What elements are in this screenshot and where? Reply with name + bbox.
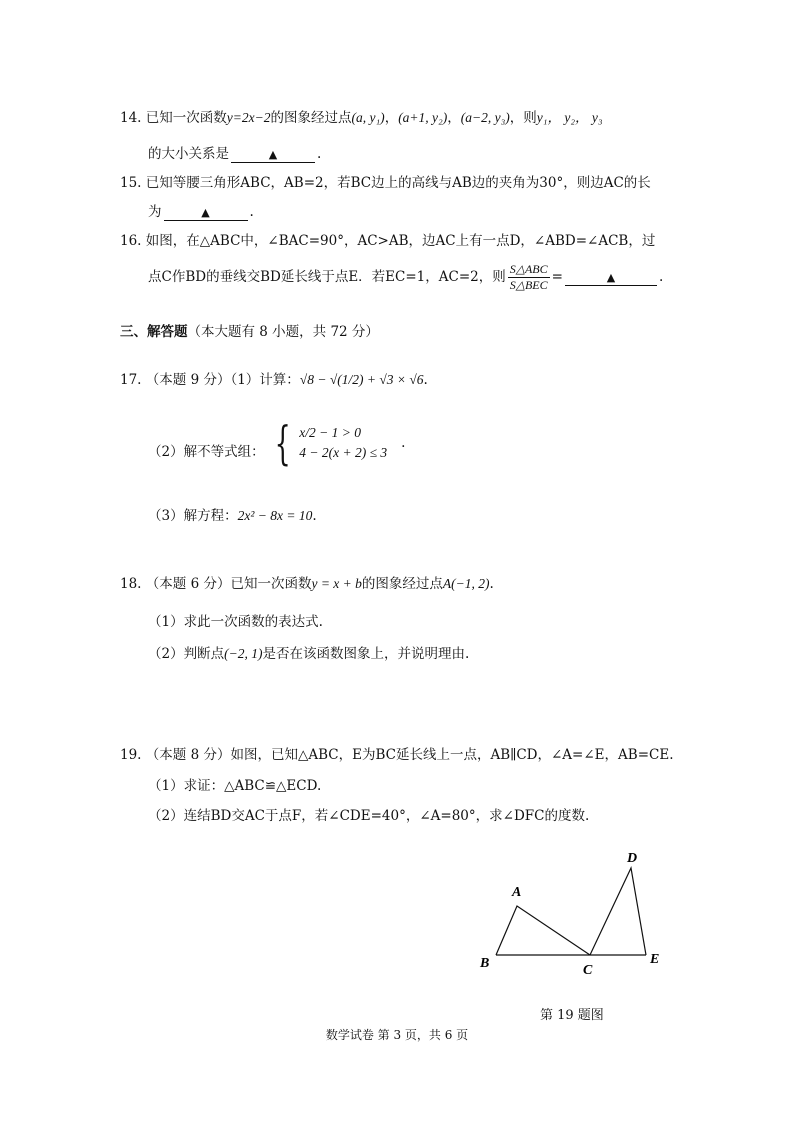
q18-point: A(−1, 2) xyxy=(442,576,490,591)
q16-marker: ▲ xyxy=(606,271,616,284)
q17-p3-end: . xyxy=(312,508,317,524)
q16-eq: = xyxy=(551,269,563,285)
figure-caption: 第 19 题图 xyxy=(540,1008,604,1023)
q17-score: （本题 9 分） xyxy=(145,372,231,388)
page-footer: 数学试卷 第 3 页，共 6 页 xyxy=(325,1028,469,1042)
section-heading xyxy=(120,322,379,342)
q16-line1 xyxy=(120,231,655,251)
q17-ineq-1: x/2 − 1 > 0 xyxy=(299,425,361,440)
q15-line2 xyxy=(148,202,254,222)
q14-point-3: (a−2, y₃) xyxy=(460,110,510,125)
q19-number: 19. xyxy=(120,747,142,763)
q18-p1-line xyxy=(148,612,323,632)
q19-p2: （2）连结BD交AC于点F，若∠CDE=40°，∠A=80°，求∠DFC的度数. xyxy=(148,808,590,824)
triangle-abc xyxy=(496,906,590,955)
q16-end: . xyxy=(658,269,664,285)
q17-p1-expr: √8 − √(1/2) + √3 × √6 xyxy=(299,372,424,387)
q17-number: 17. xyxy=(120,372,142,388)
q16-text: 如图，在△ABC中，∠BAC=90°，AC>AB，边AC上有一点D，∠ABD=∠ACB，过 xyxy=(145,233,656,249)
q17-p2-end: . xyxy=(401,435,406,451)
q17-p2-label-line xyxy=(148,442,265,462)
q18-score: （本题 6 分） xyxy=(145,576,231,592)
q14-text-a: 已知一次函数 xyxy=(145,110,227,126)
q15-marker: ▲ xyxy=(201,206,210,219)
q14-point-2: (a+1, y₂) xyxy=(398,110,448,125)
q14-point-1: (a, y₁) xyxy=(351,110,385,125)
q14-function: y=2x−2 xyxy=(226,110,271,125)
label-d: D xyxy=(627,851,638,866)
q14-text-b: 的图象经过点 xyxy=(270,110,352,126)
q14-line1: 14. 已知一次函数y=2x−2的图象经过点(a, y₁)，(a+1, y₂)，(a−2, y₃)，则y₁， y₂， y₃ xyxy=(120,110,603,126)
q17-p2-label: （2）解不等式组： xyxy=(148,444,265,460)
q17-p3-label: （3）解方程： xyxy=(148,508,238,524)
q17-ineq-2: 4 − 2(x + 2) ≤ 3 xyxy=(299,445,388,460)
label-b: B xyxy=(480,956,490,971)
q18-function: y = x + b xyxy=(311,576,362,591)
q16-number: 16. xyxy=(120,233,142,249)
section-note: （本大题有 8 小题，共 72 分） xyxy=(187,324,379,340)
q14-text-c: ，则 xyxy=(509,110,537,126)
q18-text: 已知一次函数 xyxy=(230,576,312,592)
q15-line2-text: 为 xyxy=(148,204,162,220)
label-a: A xyxy=(512,885,522,900)
q19-p1-line xyxy=(148,776,321,796)
q15-text: 已知等腰三角形ABC，AB=2，若BC边上的高线与AB边的夹角为30°，则边AC的长 xyxy=(145,175,651,191)
q14-number: 14. xyxy=(120,110,142,126)
q17-p1-label: （1）计算： xyxy=(230,372,300,388)
q16-frac-den: S△BEC xyxy=(509,278,548,292)
q15-end: . xyxy=(249,204,254,220)
q14-marker: ▲ xyxy=(268,148,278,161)
q15-number: 15. xyxy=(120,175,142,191)
q18-end: . xyxy=(489,576,494,592)
q17-line1 xyxy=(120,370,428,390)
q18-p2-point: (−2, 1) xyxy=(224,646,263,661)
q18-line1 xyxy=(120,574,494,594)
q19-score: （本题 8 分） xyxy=(145,747,231,763)
q18-p2-line xyxy=(148,644,469,664)
q15-answer-blank[interactable] xyxy=(164,205,248,221)
q19-text: 如图，已知△ABC，E为BC延长线上一点，AB∥CD，∠A=∠E，AB=CE. xyxy=(230,747,674,763)
q18-p2-a: （2）判断点 xyxy=(148,646,225,662)
q18-p2-b: 是否在该函数图象上，并说明理由. xyxy=(262,646,470,662)
q14-answer-blank[interactable] xyxy=(231,147,315,163)
system-rows xyxy=(299,423,387,463)
q14-line2-text: 的大小关系是 xyxy=(148,146,229,162)
q17-inequality-system xyxy=(268,418,405,468)
q19-line1 xyxy=(120,745,674,765)
q18-p1: （1）求此一次函数的表达式. xyxy=(148,614,323,630)
label-e: E xyxy=(650,952,660,967)
q18-number: 18. xyxy=(120,576,142,592)
q16-line2-text: 点C作BD的垂线交BD延长线于点E．若EC=1，AC=2，则 xyxy=(148,269,506,285)
q19-figure xyxy=(470,840,700,990)
label-c: C xyxy=(583,963,593,978)
q14-vars: y₁， y₂， y₃ xyxy=(536,110,603,125)
q14-line2 xyxy=(148,144,321,164)
q19-p2-line xyxy=(148,806,589,826)
q16-line2 xyxy=(148,262,663,293)
q16-frac-num: S△ABC xyxy=(509,262,548,276)
q16-answer-blank[interactable] xyxy=(565,270,657,286)
q17-p1-end: . xyxy=(423,372,428,388)
triangle-ecd xyxy=(590,868,646,955)
q18-text2: 的图象经过点 xyxy=(361,576,443,592)
q17-p3-expr: 2x² − 8x = 10 xyxy=(237,508,313,523)
section-title: 三、解答题 xyxy=(120,324,188,340)
q17-p3-line xyxy=(148,506,317,526)
q16-area-fraction xyxy=(508,262,550,293)
q15-line1 xyxy=(120,173,651,193)
left-brace: { xyxy=(274,416,291,470)
q19-p1: （1）求证：△ABC≌△ECD. xyxy=(148,778,322,794)
q14-end: . xyxy=(317,146,322,162)
